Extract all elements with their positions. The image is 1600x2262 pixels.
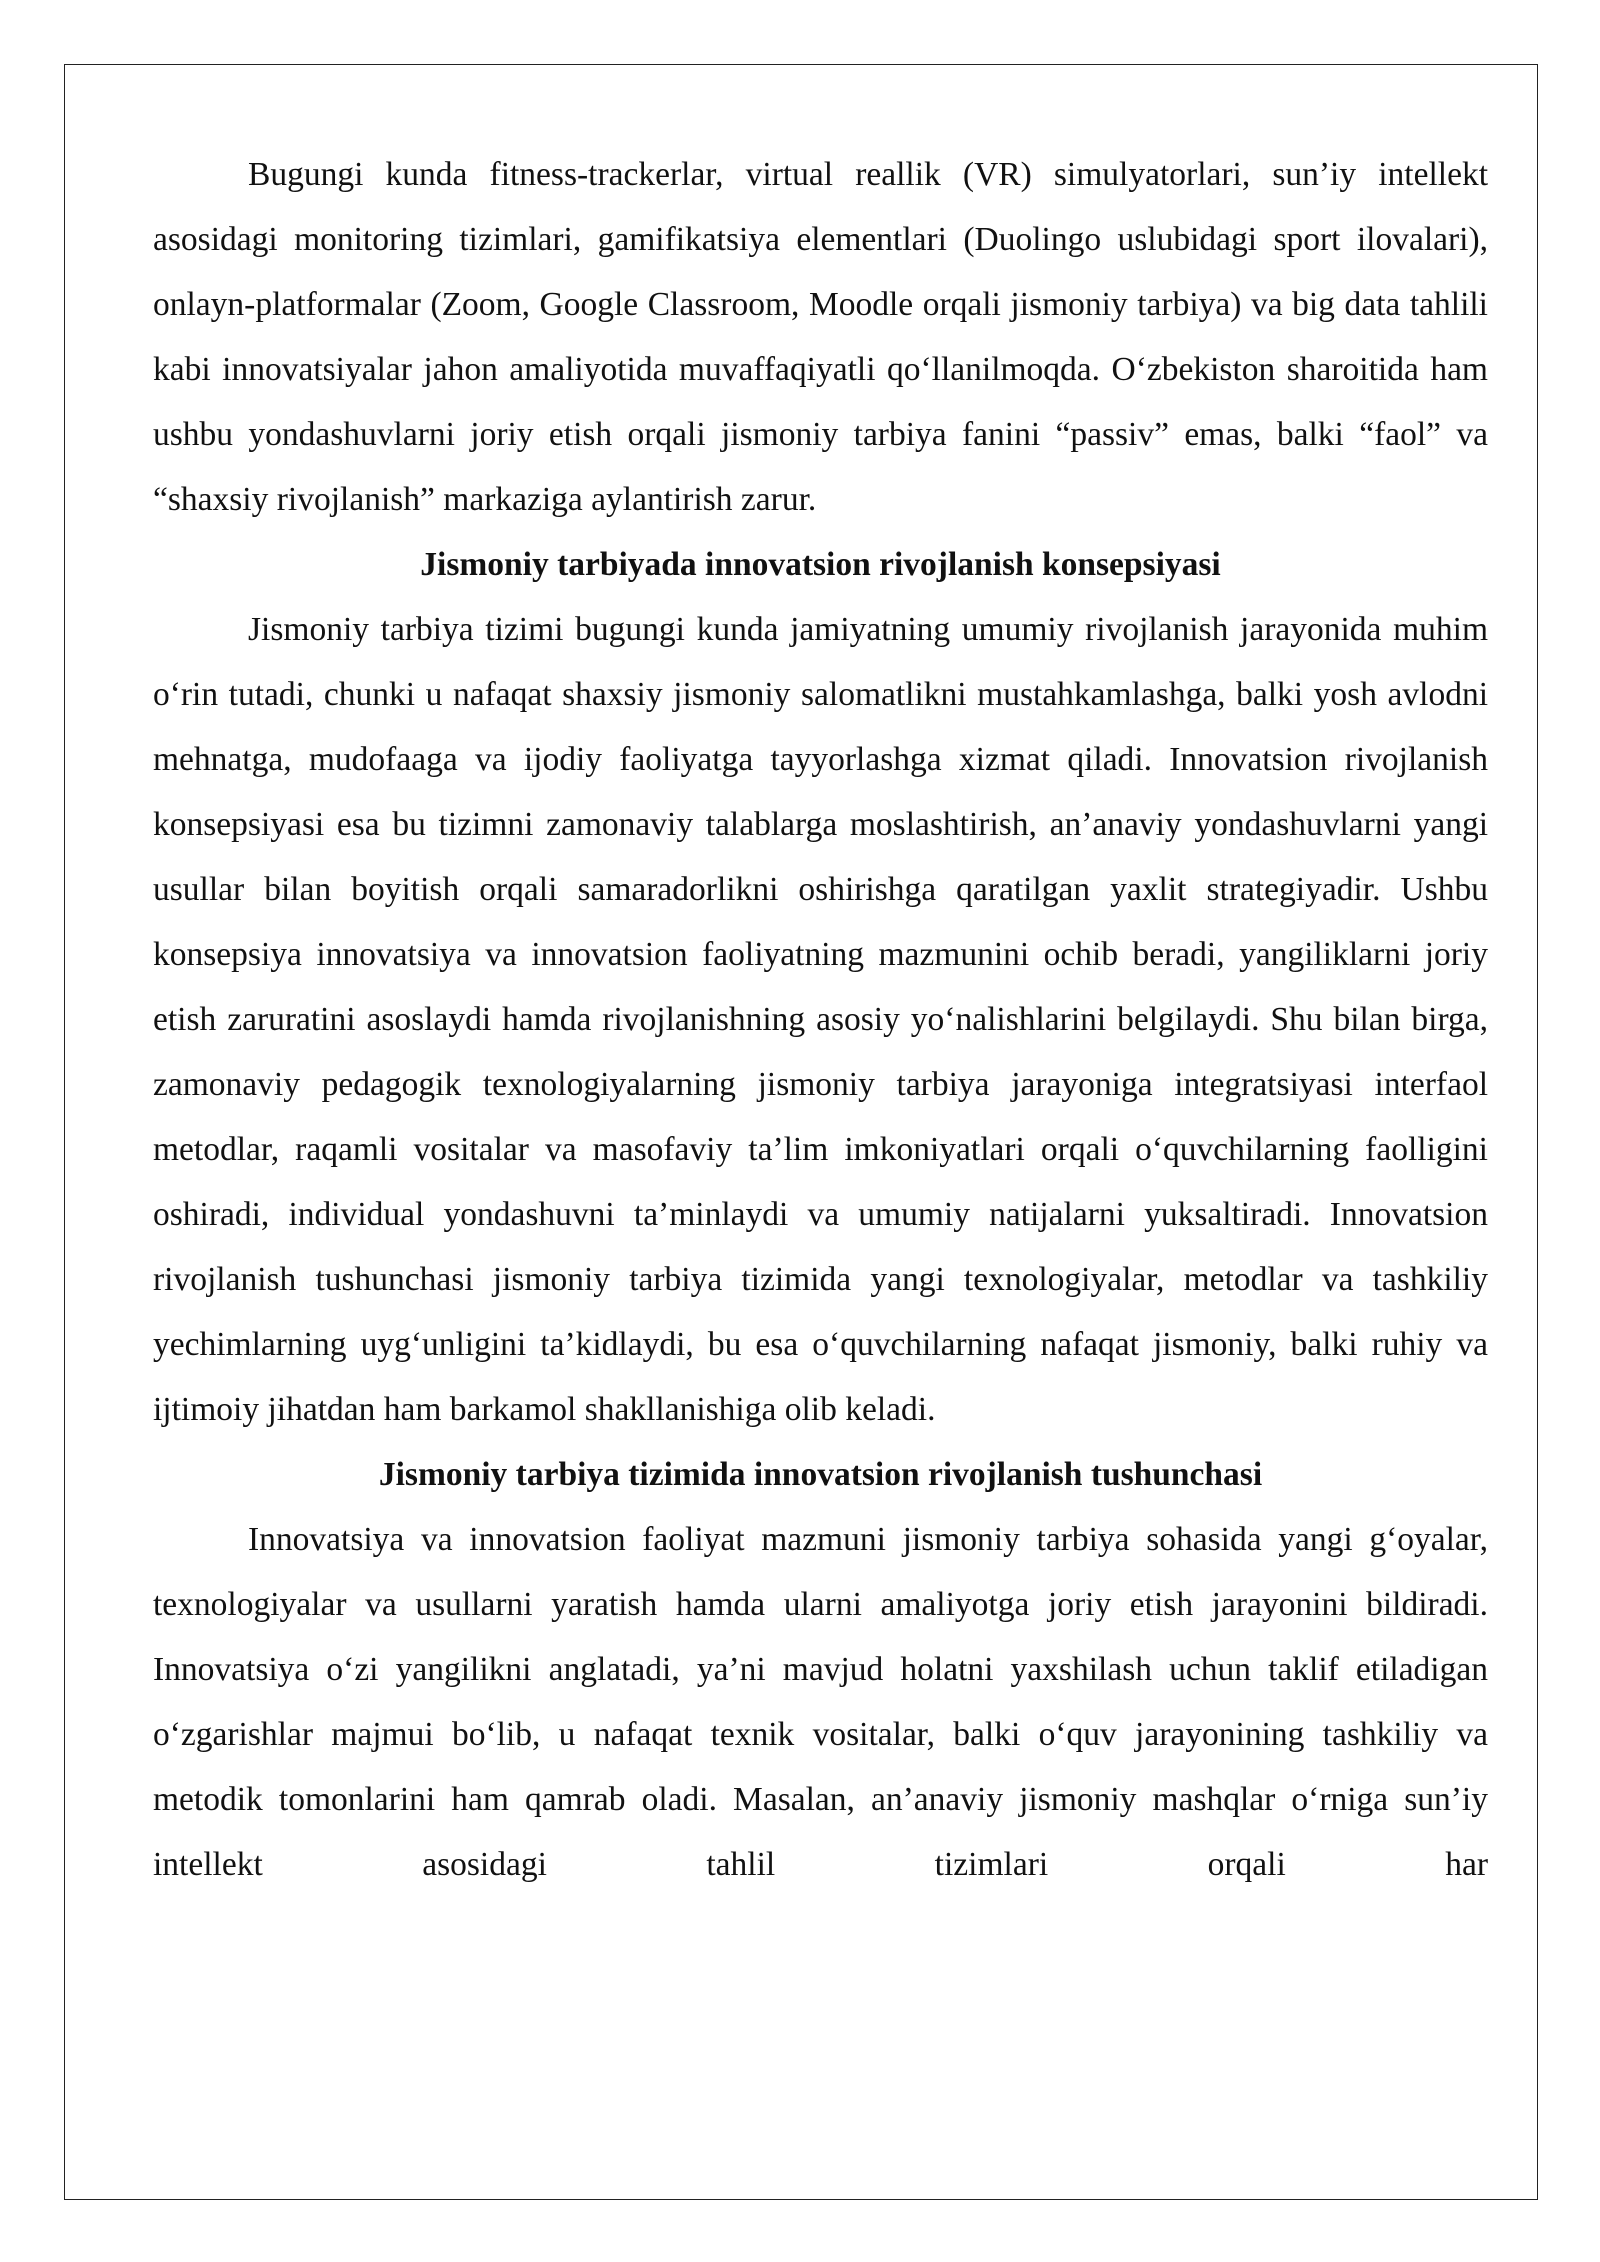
section-heading-notion: Jismoniy tarbiya tizimida innovatsion rivojlanish tushunchasi <box>378 1456 1263 1493</box>
paragraph-notion: Innovatsiya va innovatsion faoliyat mazmuni jismoniy tarbiya sohasida yangi g‘oyalar, texnologiyalar va usullarni yaratish hamda ularni amaliyotga joriy etish jarayonini bildiradi. Innovatsiya o‘zi yangilikni anglatadi, ya’ni mavjud holatni yaxshilash uchun taklif etiladigan o‘zgarishlar majmui bo‘lib, u nafaqat texnik vositalar, balki o‘quv jarayonining tashkiliy va metodik tomonlarini ham qamrab oladi. Masalan, an’anaviy jismoniy mashqlar o‘rniga sun’iy intellekt asosidagi tahlil tizimlari orqali har <box>153 1521 1488 1883</box>
paragraph-innovations-overview: Bugungi kunda fitness-trackerlar, virtual reallik (VR) simulyatorlari, sun’iy intellekt asosidagi monitoring tizimlari, gamifikatsiya elementlari (Duolingo uslubidagi sport ilovalari), onlayn-platformalar (Zoom, Google Classroom, Moodle orqali jismoniy tarbiya) va big data tahlili kabi innovatsiyalar jahon amaliyotida muvaffaqiyatli qo‘llanilmoqda. O‘zbekiston sharoitida ham ushbu yondashuvlarni joriy etish orqali jismoniy tarbiya fanini “passiv” emas, balki “faol” va “shaxsiy rivojlanish” markaziga aylantirish zarur. <box>153 156 1488 518</box>
section-heading-concept: Jismoniy tarbiyada innovatsion rivojlanish konsepsiyasi <box>420 546 1221 583</box>
document-body <box>153 142 1488 1897</box>
paragraph-concept: Jismoniy tarbiya tizimi bugungi kunda jamiyatning umumiy rivojlanish jarayonida muhim o‘rin tutadi, chunki u nafaqat shaxsiy jismoniy salomatlikni mustahkamlashga, balki yosh avlodni mehnatga, mudofaaga va ijodiy faoliyatga tayyorlashga xizmat qiladi. Innovatsion rivojlanish konsepsiyasi esa bu tizimni zamonaviy talablarga moslashtirish, an’anaviy yondashuvlarni yangi usullar bilan boyitish orqali samaradorlikni oshirishga qaratilgan yaxlit strategiyadir. Ushbu konsepsiya innovatsiya va innovatsion faoliyatning mazmunini ochib beradi, yangiliklarni joriy etish zaruratini asoslaydi hamda rivojlanishning asosiy yo‘nalishlarini belgilaydi. Shu bilan birga, zamonaviy pedagogik texnologiyalarning jismoniy tarbiya jarayoniga integratsiyasi interfaol metodlar, raqamli vositalar va masofaviy ta’lim imkoniyatlari orqali o‘quvchilarning faolligini oshiradi, individual yondashuvni ta’minlaydi va umumiy natijalarni yuksaltiradi. Innovatsion rivojlanish tushunchasi jismoniy tarbiya tizimida yangi texnologiyalar, metodlar va tashkiliy yechimlarning uyg‘unligini ta’kidlaydi, bu esa o‘quvchilarning nafaqat jismoniy, balki ruhiy va ijtimoiy jihatdan ham barkamol shakllanishiga olib keladi. <box>153 611 1488 1428</box>
